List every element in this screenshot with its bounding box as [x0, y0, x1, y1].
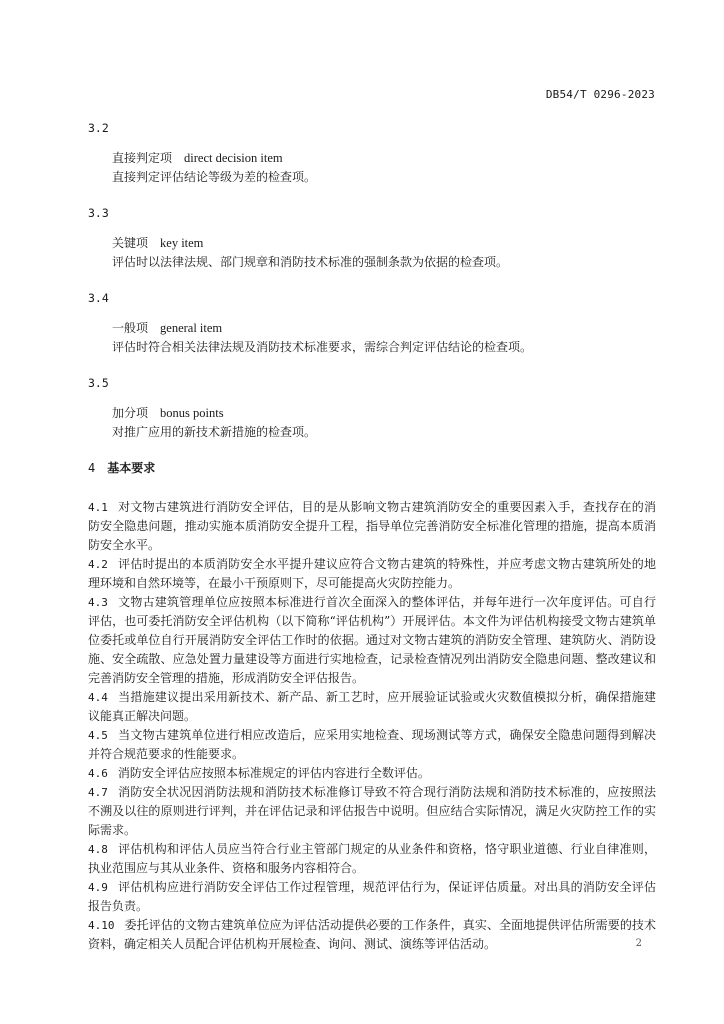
term-entry: [88, 373, 656, 442]
clause: [88, 555, 656, 593]
term-title: [112, 404, 656, 423]
clause-number: 4.5: [88, 729, 108, 742]
clause: [88, 688, 656, 726]
clause-text: 评估时提出的本质消防安全水平提升建议应符合文物古建筑的特殊性，并应考虑文物古建筑所处的地理环境和自然环境等，在最小干预原则下，尽可能提高火灾防控能力。: [88, 557, 656, 590]
clause-text: 文物古建筑管理单位应按照本标准进行首次全面深入的整体评估，并每年进行一次年度评估。可自行评估，也可委托消防安全评估机构（以下简称“评估机构”）开展评估。本文件为评估机构接受文物古建筑单位委托或单位自行开展消防安全评估工作时的依据。通过对文物古建筑的消防安全管理、建筑防火、消防设施、安全疏散、应急处置力量建设等方面进行实地检查，记录检查情况列出消防安全隐患问题、整改建议和完善消防安全管理的措施，形成消防安全评估报告。: [88, 595, 656, 685]
clause: [88, 593, 656, 688]
clause-number: 4.9: [88, 881, 108, 894]
term-title-zh: 关键项: [112, 236, 149, 250]
clause-text: 评估机构应进行消防安全评估工作过程管理，规范评估行为，保证评估质量。对出具的消防安全评估报告负责。: [88, 880, 656, 913]
clause: [88, 726, 656, 764]
term-title-en: general item: [160, 321, 223, 335]
term-title-zh: 加分项: [112, 406, 149, 420]
clause-number: 4.2: [88, 558, 108, 571]
term-number: 3.4: [88, 291, 109, 305]
document-body: [88, 116, 656, 954]
section-number: 4: [88, 461, 96, 475]
clause-text: 委托评估的文物古建筑单位应为评估活动提供必要的工作条件，真实、全面地提供评估所需要的技术资料，确定相关人员配合评估机构开展检查、询问、测试、演练等评估活动。: [88, 918, 656, 951]
term-title: [112, 234, 656, 253]
clause-list: [88, 498, 656, 954]
term-title-zh: 直接判定项: [112, 151, 173, 165]
clause-number: 4.4: [88, 691, 108, 704]
clause: [88, 764, 656, 783]
clause-text: 对文物古建筑进行消防安全评估，目的是从影响文物古建筑消防安全的重要因素入手，查找存在的消防安全隐患问题，推动实施本质消防安全提升工程，指导单位完善消防安全标准化管理的措施，提高本质消防安全水平。: [88, 500, 656, 552]
term-definition: 评估时以法律法规、部门规章和消防技术标准的强制条款为依据的检查项。: [112, 255, 509, 269]
term-title-zh: 一般项: [112, 321, 149, 335]
term-number: 3.2: [88, 121, 109, 135]
term-title: [112, 319, 656, 338]
clause-number: 4.7: [88, 786, 108, 799]
clause: [88, 498, 656, 555]
section-title: 基本要求: [107, 461, 156, 475]
clause: [88, 840, 656, 878]
clause: [88, 783, 656, 840]
clause-text: 消防安全状况因消防法规和消防技术标准修订导致不符合现行消防法规和消防技术标准的，应按照法不溯及以往的原则进行评判，并在评估记录和评估报告中说明。但应结合实际情况，满足火灾防控工作的实际需求。: [88, 785, 656, 837]
clause-text: 评估机构和评估人员应当符合行业主管部门规定的从业条件和资格，恪守职业道德、行业自律准则，执业范围应与其从业条件、资格和服务内容相符合。: [88, 842, 656, 875]
clause: [88, 878, 656, 916]
term-number: 3.5: [88, 376, 109, 390]
term-entry: [88, 118, 656, 187]
term-title-en: direct decision item: [184, 151, 283, 165]
term-entry: [88, 288, 656, 357]
clause-number: 4.3: [88, 596, 108, 609]
clause-number: 4.10: [88, 919, 115, 932]
term-title: [112, 149, 656, 168]
clause-text: 当文物古建筑单位进行相应改造后，应采用实地检查、现场测试等方式，确保安全隐患问题得到解决并符合规范要求的性能要求。: [88, 728, 656, 761]
document-code: DB54/T 0296-2023: [545, 88, 655, 101]
term-title-en: key item: [160, 236, 204, 250]
term-definition: 直接判定评估结论等级为差的检查项。: [112, 170, 317, 184]
clause-number: 4.1: [88, 501, 108, 514]
section-heading: [88, 458, 656, 478]
term-entry: [88, 203, 656, 272]
term-number: 3.3: [88, 206, 109, 220]
clause-text: 当措施建议提出采用新技术、新产品、新工艺时，应开展验证试验或火灾数值模拟分析，确保措施建议能真正解决问题。: [88, 690, 656, 723]
clause-number: 4.6: [88, 767, 108, 780]
term-definition: 评估时符合相关法律法规及消防技术标准要求，需综合判定评估结论的检查项。: [112, 340, 533, 354]
clause: [88, 916, 656, 954]
page-number: 2: [635, 938, 642, 949]
clause-number: 4.8: [88, 843, 108, 856]
term-definition: 对推广应用的新技术新措施的检查项。: [112, 425, 317, 439]
clause-text: 消防安全评估应按照本标准规定的评估内容进行全数评估。: [117, 766, 430, 780]
term-title-en: bonus points: [160, 406, 224, 420]
